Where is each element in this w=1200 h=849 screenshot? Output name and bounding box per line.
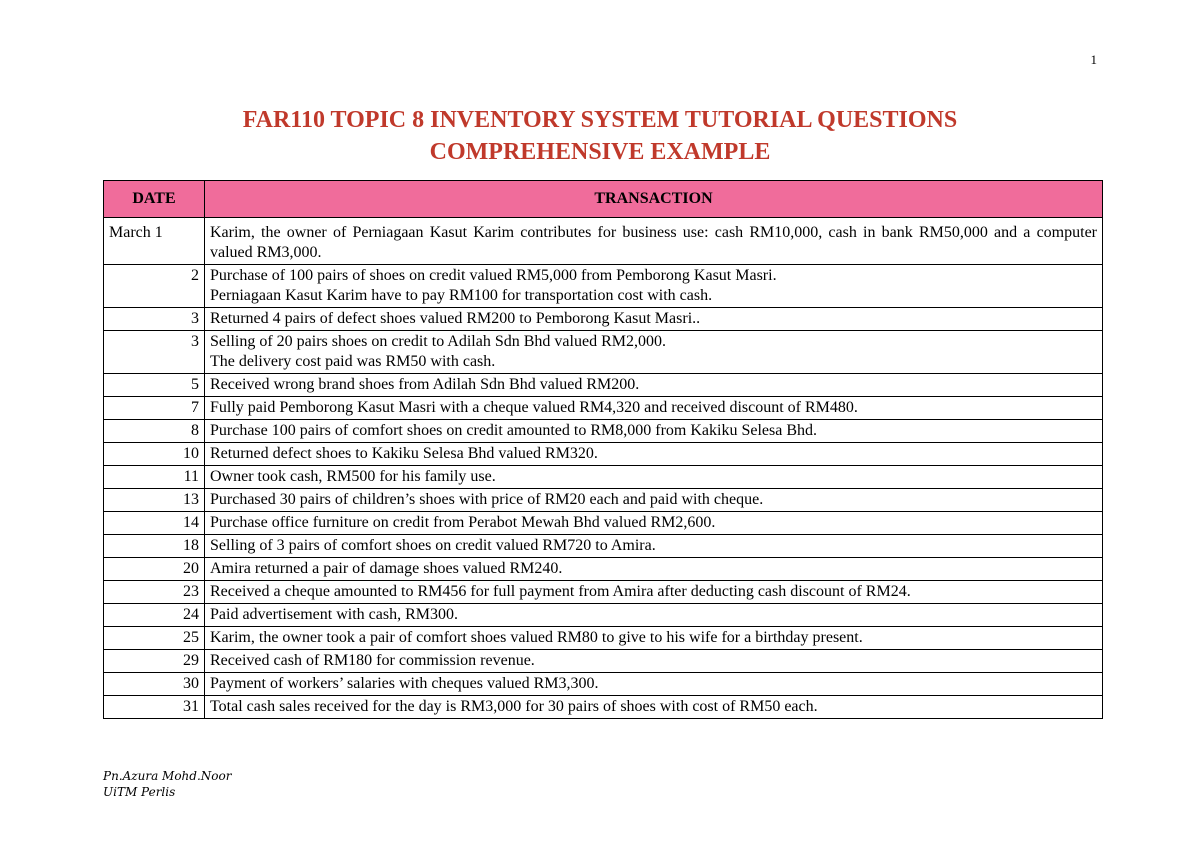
transactions-table: [103, 180, 1103, 719]
transaction-line: Payment of workers’ salaries with cheques valued RM3,300.: [210, 675, 599, 692]
footer-author: Pn.Azura Mohd.Noor: [103, 769, 232, 783]
transaction-date: 24: [104, 604, 205, 627]
document-title: [0, 104, 1200, 168]
page-number: 1: [1090, 52, 1097, 67]
transaction-line: Purchase office furniture on credit from Perabot Mewah Bhd valued RM2,600.: [210, 514, 716, 531]
transaction-description: [205, 650, 1103, 673]
transaction-description: [205, 331, 1103, 374]
transaction-date: 25: [104, 627, 205, 650]
transaction-description: [205, 374, 1103, 397]
table-row: [104, 489, 1103, 512]
transaction-line: Returned 4 pairs of defect shoes valued RM200 to Pemborong Kasut Masri..: [210, 310, 701, 327]
transaction-description: [205, 489, 1103, 512]
footer: [103, 768, 231, 800]
transaction-date: 11: [104, 466, 205, 489]
table-row: [104, 673, 1103, 696]
table-row: [104, 650, 1103, 673]
table-row: [104, 604, 1103, 627]
transaction-line: Selling of 3 pairs of comfort shoes on credit valued RM720 to Amira.: [210, 537, 656, 554]
transaction-date: 7: [104, 397, 205, 420]
transaction-line: Received wrong brand shoes from Adilah Sdn Bhd valued RM200.: [210, 376, 640, 393]
transaction-date: 5: [104, 374, 205, 397]
transaction-date: 13: [104, 489, 205, 512]
transaction-line: Total cash sales received for the day is RM3,000 for 30 pairs of shoes with cost of RM50 each.: [210, 698, 818, 715]
transaction-description: [205, 627, 1103, 650]
table-row: [104, 374, 1103, 397]
transaction-line: Fully paid Pemborong Kasut Masri with a cheque valued RM4,320 and received discount of RM480.: [210, 399, 858, 416]
transaction-description: [205, 443, 1103, 466]
transaction-description: [205, 308, 1103, 331]
title-line-2: COMPREHENSIVE EXAMPLE: [429, 139, 771, 165]
transaction-description: [205, 558, 1103, 581]
transaction-date: 23: [104, 581, 205, 604]
table-row: [104, 466, 1103, 489]
table-body: [104, 218, 1103, 719]
transaction-date: 29: [104, 650, 205, 673]
table-header-row: [104, 181, 1103, 218]
table-row: [104, 397, 1103, 420]
transaction-date: 30: [104, 673, 205, 696]
transaction-date: 8: [104, 420, 205, 443]
transaction-line: Paid advertisement with cash, RM300.: [210, 606, 458, 623]
transaction-line: Received cash of RM180 for commission revenue.: [210, 652, 535, 669]
table-row: [104, 308, 1103, 331]
transaction-line: Selling of 20 pairs shoes on credit to Adilah Sdn Bhd valued RM2,000.: [210, 333, 666, 350]
transaction-line: Purchase 100 pairs of comfort shoes on credit amounted to RM8,000 from Kakiku Selesa Bhd.: [210, 422, 817, 439]
transaction-line: Owner took cash, RM500 for his family use.: [210, 468, 496, 485]
table-row: [104, 512, 1103, 535]
transaction-description: [205, 673, 1103, 696]
table-row: [104, 420, 1103, 443]
transaction-description: [205, 512, 1103, 535]
transaction-date: 14: [104, 512, 205, 535]
transaction-description: [205, 581, 1103, 604]
transaction-description: [205, 265, 1103, 308]
footer-institution: UiTM Perlis: [103, 785, 176, 799]
transaction-date: 20: [104, 558, 205, 581]
table-row: [104, 218, 1103, 265]
table-row: [104, 443, 1103, 466]
table-row: [104, 331, 1103, 374]
transaction-line: Karim, the owner of Perniagaan Kasut Karim contributes for business use: cash RM10,000, cash in bank RM50,000 and a computer valued RM3,000.: [210, 224, 1097, 261]
transaction-line: Karim, the owner took a pair of comfort shoes valued RM80 to give to his wife for a birthday present.: [210, 629, 863, 646]
transaction-date: 3: [104, 331, 205, 374]
transaction-description: [205, 420, 1103, 443]
title-line-1: FAR110 TOPIC 8 INVENTORY SYSTEM TUTORIAL QUESTIONS: [242, 107, 958, 133]
transaction-description: [205, 604, 1103, 627]
transaction-column-header: TRANSACTION: [205, 181, 1103, 218]
transaction-date: 10: [104, 443, 205, 466]
table-row: [104, 696, 1103, 719]
transaction-date: March 1: [104, 218, 205, 265]
transaction-date: 18: [104, 535, 205, 558]
table-row: [104, 265, 1103, 308]
transaction-date: 2: [104, 265, 205, 308]
transaction-description: [205, 466, 1103, 489]
transaction-line: Amira returned a pair of damage shoes valued RM240.: [210, 560, 563, 577]
transaction-line: Purchase of 100 pairs of shoes on credit valued RM5,000 from Pemborong Kasut Masri.: [210, 267, 777, 284]
transaction-description: [205, 535, 1103, 558]
transaction-line: Perniagaan Kasut Karim have to pay RM100 for transportation cost with cash.: [210, 287, 713, 304]
transaction-line: Returned defect shoes to Kakiku Selesa Bhd valued RM320.: [210, 445, 598, 462]
table-row: [104, 558, 1103, 581]
transaction-line: Purchased 30 pairs of children’s shoes with price of RM20 each and paid with cheque.: [210, 491, 764, 508]
date-column-header: DATE: [104, 181, 205, 218]
transaction-description: [205, 218, 1103, 265]
transaction-date: 31: [104, 696, 205, 719]
transaction-line: The delivery cost paid was RM50 with cash.: [210, 353, 496, 370]
table-row: [104, 535, 1103, 558]
transaction-description: [205, 397, 1103, 420]
table-row: [104, 581, 1103, 604]
transaction-line: Received a cheque amounted to RM456 for full payment from Amira after deducting cash discount of RM24.: [210, 583, 911, 600]
transaction-description: [205, 696, 1103, 719]
table-row: [104, 627, 1103, 650]
transaction-date: 3: [104, 308, 205, 331]
